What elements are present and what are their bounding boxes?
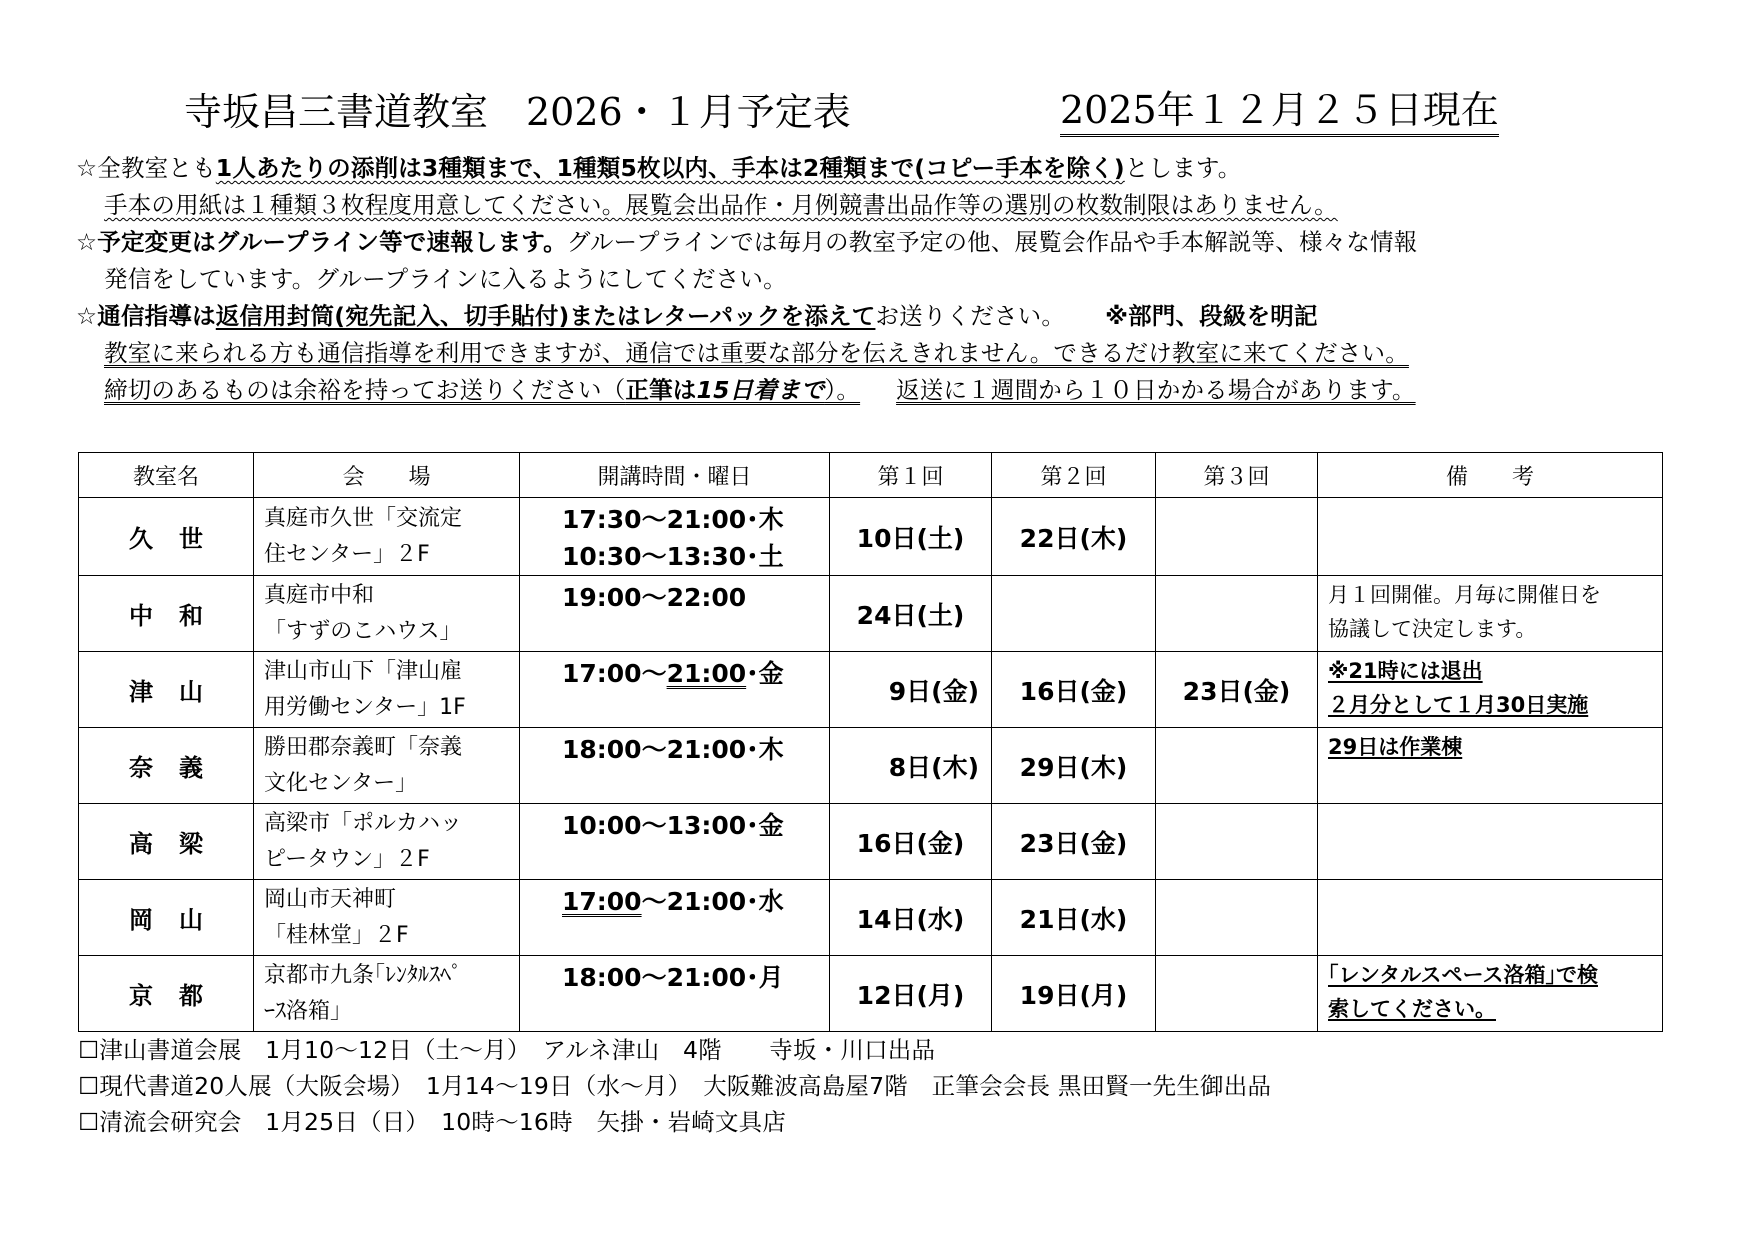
- note-text: とします。: [1124, 154, 1242, 182]
- note-schedule-change-emphasis: 予定変更はグループライン等で速報します。: [97, 228, 567, 256]
- venue-cell: [254, 804, 520, 880]
- session-1: 9日(金): [830, 652, 992, 728]
- remark-line: [1328, 958, 1662, 992]
- session-2: 22日(木): [992, 498, 1156, 576]
- note-correspondence-label: 通信指導は: [97, 302, 216, 330]
- venue-line: ｰｽ洛箱｣: [264, 998, 342, 1024]
- venue-line: 高梁市「ポルカハッ: [264, 810, 463, 836]
- remarks-cell: [1318, 498, 1663, 576]
- schedule-table: [78, 452, 1663, 1032]
- header-venue: 会 場: [254, 453, 520, 498]
- time-line: [562, 883, 829, 920]
- time-line: 18:00～21:00･木: [562, 735, 784, 764]
- time-part: ･金: [746, 659, 784, 688]
- time-part: ～21:00･水: [641, 887, 784, 916]
- remarks-cell: [1318, 804, 1663, 880]
- table-row: [79, 956, 1663, 1032]
- table-row: [79, 652, 1663, 728]
- remark-text: ２月分として１月30日実施: [1328, 693, 1589, 717]
- session-2: [992, 576, 1156, 652]
- note-line-5: [76, 298, 1696, 335]
- venue-cell: [254, 728, 520, 804]
- time-cell: [520, 728, 830, 804]
- time-part-underlined: 17:00: [562, 887, 642, 916]
- table-row: [79, 804, 1663, 880]
- classroom-name: 高梁: [79, 804, 254, 880]
- note-text: グループラインでは毎月の教室予定の他、展覧会作品や手本解説等、様々な情報: [566, 228, 1418, 256]
- note-line-1: [76, 150, 1696, 187]
- table-row: [79, 728, 1663, 804]
- venue-line: 津山市山下「津山雇: [264, 658, 463, 684]
- event-item: ☐津山書道会展 1月10～12日（土～月） アルネ津山 4階 寺坂・川口出品: [78, 1036, 936, 1064]
- session-1: 24日(土): [830, 576, 992, 652]
- note-text: お送りください。: [875, 302, 1066, 330]
- time-line: 17:30～21:00･木: [562, 505, 784, 534]
- note-line-3: [76, 224, 1696, 261]
- venue-cell: [254, 576, 520, 652]
- session-2: 21日(水): [992, 880, 1156, 956]
- note-seihitsu: 正筆は: [625, 376, 697, 404]
- venue-line: ピータウン」２F: [264, 846, 430, 872]
- table-header-row: [79, 453, 1663, 498]
- time-cell: [520, 956, 830, 1032]
- time-line: 18:00～21:00･月: [562, 963, 784, 992]
- notes-block: [76, 150, 1696, 409]
- note-line-2: [76, 187, 1696, 224]
- time-line: 19:00～22:00: [562, 583, 747, 612]
- note-text: 締切のあるものは余裕を持ってお送りください（: [104, 376, 626, 404]
- venue-line: 文化センター」: [264, 770, 418, 796]
- note-line-6: [76, 335, 1696, 372]
- classroom-name: 中和: [79, 576, 254, 652]
- header-session-1: 第１回: [830, 453, 992, 498]
- remark-line: [1328, 654, 1662, 688]
- venue-line: 岡山市天神町: [264, 886, 397, 912]
- time-cell: [520, 498, 830, 576]
- note-deadline: 15日着まで: [696, 376, 825, 404]
- remarks-cell: [1318, 652, 1663, 728]
- note-line-4: [76, 261, 1696, 298]
- note-return-time: 返送に１週間から１０日かかる場合があります。: [896, 376, 1416, 404]
- session-1: 12日(月): [830, 956, 992, 1032]
- session-3: [1156, 804, 1318, 880]
- time-cell: [520, 652, 830, 728]
- remark-line: [1328, 992, 1662, 1026]
- remarks-cell: [1318, 956, 1663, 1032]
- venue-cell: [254, 652, 520, 728]
- note-limit-emphasis: 1人あたりの添削は3種類まで、1種類5枚以内、手本は2種類まで(コピー手本を除く): [215, 154, 1125, 182]
- events-list: [78, 1032, 1271, 1140]
- time-part: 17:00～: [562, 659, 667, 688]
- session-3: 23日(金): [1156, 652, 1318, 728]
- remark-text: ｢レンタルスペース洛箱｣で検: [1328, 963, 1598, 987]
- session-3: [1156, 576, 1318, 652]
- remark-text: ※21時には退出: [1328, 659, 1483, 683]
- venue-cell: [254, 956, 520, 1032]
- session-1: 14日(水): [830, 880, 992, 956]
- remark-line: 月１回開催。月毎に開催日を: [1328, 583, 1601, 607]
- header-classroom: 教室名: [79, 453, 254, 498]
- note-line-7: [76, 372, 1696, 409]
- remarks-cell: [1318, 576, 1663, 652]
- session-2: 23日(金): [992, 804, 1156, 880]
- session-2: 19日(月): [992, 956, 1156, 1032]
- session-3: [1156, 498, 1318, 576]
- time-cell: [520, 576, 830, 652]
- time-line: 10:30～13:30･土: [562, 542, 784, 571]
- remark-line: 協議して決定します。: [1328, 617, 1537, 641]
- title-as-of-date: 2025年１２月２５日現在: [1060, 86, 1499, 137]
- note-text: ）。: [824, 376, 861, 404]
- classroom-name: 津山: [79, 652, 254, 728]
- table-row: [79, 880, 1663, 956]
- time-part-underlined: 21:00: [666, 659, 747, 688]
- note-text: ☆: [76, 302, 98, 330]
- time-line: [562, 655, 829, 692]
- classroom-name: 岡山: [79, 880, 254, 956]
- session-3: [1156, 728, 1318, 804]
- session-1: 8日(木): [830, 728, 992, 804]
- session-3: [1156, 880, 1318, 956]
- session-3: [1156, 956, 1318, 1032]
- session-1: 16日(金): [830, 804, 992, 880]
- event-item: ☐清流会研究会 1月25日（日） 10時～16時 矢掛・岩崎文具店: [78, 1108, 787, 1136]
- remark-text: 29日は作業棟: [1328, 735, 1463, 759]
- time-cell: [520, 880, 830, 956]
- classroom-name: 京都: [79, 956, 254, 1032]
- venue-line: 真庭市中和: [264, 582, 375, 608]
- header-session-3: 第３回: [1156, 453, 1318, 498]
- venue-line: 「桂林堂」２F: [264, 922, 409, 948]
- header-session-2: 第２回: [992, 453, 1156, 498]
- venue-line: 用労働センター」1F: [264, 694, 466, 720]
- remarks-cell: [1318, 728, 1663, 804]
- note-text: 発信をしています。グループラインに入るようにしてください。: [104, 265, 787, 293]
- table-row: [79, 498, 1663, 576]
- note-text: ☆: [76, 228, 98, 256]
- header-remarks: 備 考: [1318, 453, 1663, 498]
- time-cell: [520, 804, 830, 880]
- remark-text: 索してください。: [1328, 997, 1496, 1021]
- note-text: 教室に来られる方も通信指導を利用できますが、通信では重要な部分を伝えきれません。できるだけ教室に来てください。: [104, 339, 1409, 367]
- venue-line: 勝田郡奈義町「奈義: [264, 734, 463, 760]
- session-2: 16日(金): [992, 652, 1156, 728]
- title-main: 寺坂昌三書道教室 2026・１月予定表: [184, 90, 851, 134]
- venue-cell: [254, 880, 520, 956]
- note-envelope-emphasis: 返信用封筒(宛先記入、切手貼付)またはレターパックを添えて: [215, 302, 876, 330]
- venue-line: 真庭市久世「交流定: [264, 505, 463, 531]
- header-time: 開講時間・曜日: [520, 453, 830, 498]
- event-item: ☐現代書道20人展（大阪会場） 1月14～19日（水～月） 大阪難波高島屋7階 正筆会会長 黒田賢一先生御出品: [78, 1072, 1272, 1100]
- note-paper-text: 手本の用紙は１種類３枚程度用意してください。展覧会出品作・月例競書出品作等の選別の枚数制限はありません。: [104, 191, 1338, 219]
- remark-line: [1328, 688, 1662, 722]
- venue-line: 住センター」２F: [264, 541, 430, 567]
- venue-line: 京都市九条｢ﾚﾝﾀﾙｽﾍﾟ: [264, 962, 463, 988]
- session-1: 10日(土): [830, 498, 992, 576]
- remark-line: [1328, 730, 1662, 764]
- session-2: 29日(木): [992, 728, 1156, 804]
- table-row: [79, 576, 1663, 652]
- remarks-cell: [1318, 880, 1663, 956]
- classroom-name: 奈義: [79, 728, 254, 804]
- note-text: ☆全教室とも: [76, 154, 216, 182]
- classroom-name: 久世: [79, 498, 254, 576]
- venue-line: 「すずのこハウス」: [264, 618, 462, 644]
- note-department-grade: ※部門、段級を明記: [1105, 302, 1318, 330]
- venue-cell: [254, 498, 520, 576]
- time-line: 10:00～13:00･金: [562, 811, 784, 840]
